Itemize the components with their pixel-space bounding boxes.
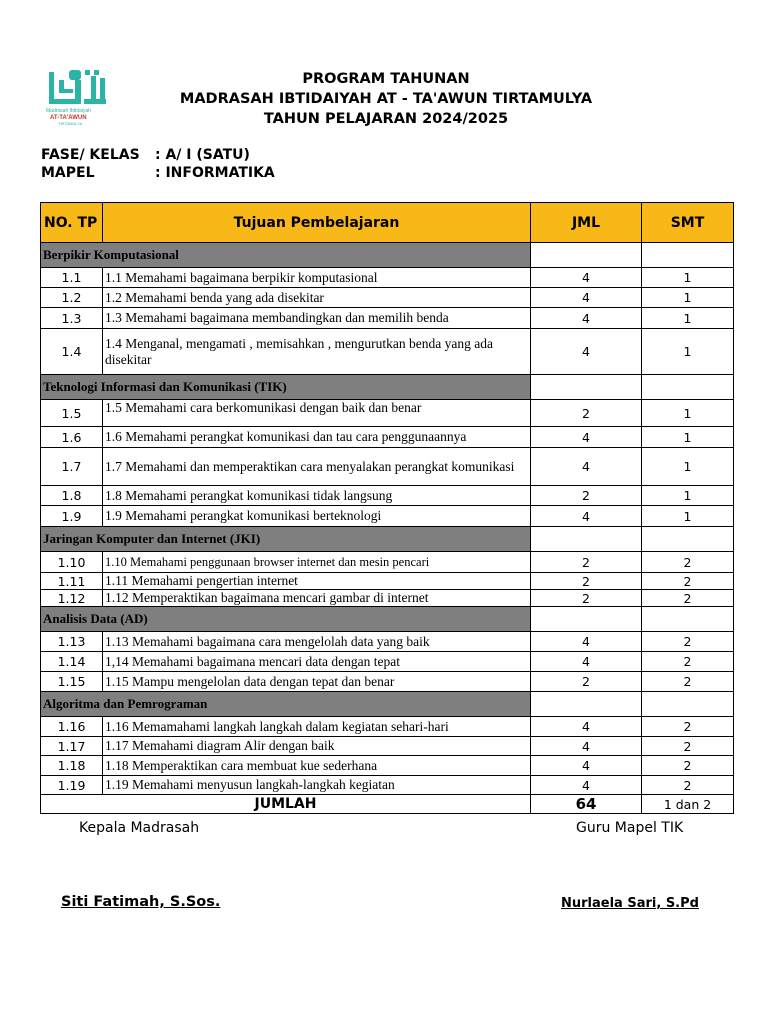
row-no: 1.9 (41, 506, 103, 527)
row-smt: 2 (642, 632, 734, 652)
row-smt: 2 (642, 590, 734, 607)
row-no: 1.8 (41, 486, 103, 506)
row-no: 1.5 (41, 400, 103, 427)
row-jml: 2 (531, 400, 642, 427)
row-no: 1.7 (41, 448, 103, 486)
row-jml: 4 (531, 776, 642, 795)
row-smt: 2 (642, 737, 734, 756)
row-no: 1.13 (41, 632, 103, 652)
row-smt: 2 (642, 756, 734, 776)
mapel-value: : INFORMATIKA (155, 165, 275, 181)
row-smt: 2 (642, 573, 734, 590)
row-smt: 1 (642, 329, 734, 375)
principal-name: Siti Fatimah, S.Sos. (61, 894, 221, 910)
total-jml: 64 (531, 795, 642, 814)
row-smt: 1 (642, 427, 734, 448)
row-no: 1.18 (41, 756, 103, 776)
row-jml: 2 (531, 590, 642, 607)
table-row (41, 672, 734, 692)
row-no: 1.15 (41, 672, 103, 692)
row-smt: 1 (642, 400, 734, 427)
header-no-tp: NO. TP (41, 203, 103, 243)
row-smt: 2 (642, 717, 734, 737)
table-row (41, 652, 734, 672)
category-label: Jaringan Komputer dan Internet (JKI) (41, 527, 531, 552)
table-row (41, 590, 734, 607)
info-fase-kelas (41, 146, 250, 164)
info-mapel (41, 164, 275, 182)
row-smt: 2 (642, 672, 734, 692)
table-row (41, 400, 734, 427)
row-desc: 1,14 Memahami bagaimana mencari data dengan tepat (103, 652, 531, 672)
total-label: JUMLAH (41, 795, 531, 814)
svg-text:TIRTAMULYA: TIRTAMULYA (58, 121, 83, 126)
row-smt: 1 (642, 506, 734, 527)
table-row (41, 268, 734, 288)
row-desc: 1.17 Memahami diagram Alir dengan baik (103, 737, 531, 756)
row-jml: 2 (531, 552, 642, 573)
learning-objectives-table (40, 202, 734, 814)
table-row (41, 308, 734, 329)
row-no: 1.1 (41, 268, 103, 288)
table-row (41, 737, 734, 756)
table-row (41, 717, 734, 737)
header-tujuan: Tujuan Pembelajaran (103, 203, 531, 243)
row-desc: 1.2 Memahami benda yang ada disekitar (103, 288, 531, 308)
table-row (41, 329, 734, 375)
document-title: PROGRAM TAHUNAN (302, 71, 470, 87)
category-row (41, 243, 734, 268)
row-jml: 4 (531, 756, 642, 776)
row-desc: 1.7 Memahami dan memperaktikan cara menyalakan perangkat komunikasi (103, 448, 531, 486)
row-desc: 1.19 Memahami menyusun langkah-langkah kegiatan (103, 776, 531, 795)
row-no: 1.4 (41, 329, 103, 375)
row-jml: 4 (531, 288, 642, 308)
svg-text:Madrasah Ibtidaiyah: Madrasah Ibtidaiyah (46, 108, 92, 114)
document-header (0, 69, 768, 129)
row-jml: 4 (531, 308, 642, 329)
table-row (41, 552, 734, 573)
row-jml: 2 (531, 573, 642, 590)
category-row (41, 375, 734, 400)
table-row (41, 427, 734, 448)
table-row (41, 573, 734, 590)
category-row (41, 692, 734, 717)
row-desc: 1.3 Memahami bagaimana membandingkan dan memilih benda (103, 308, 531, 329)
category-label: Algoritma dan Pemrograman (41, 692, 531, 717)
table-row (41, 288, 734, 308)
row-smt: 2 (642, 776, 734, 795)
row-no: 1.19 (41, 776, 103, 795)
row-smt: 1 (642, 288, 734, 308)
total-smt: 1 dan 2 (642, 795, 734, 814)
header-smt: SMT (642, 203, 734, 243)
row-jml: 4 (531, 427, 642, 448)
header-jml: JML (531, 203, 642, 243)
row-desc: 1.6 Memahami perangkat komunikasi dan tau cara penggunaannya (103, 427, 531, 448)
row-smt: 2 (642, 552, 734, 573)
table-row (41, 756, 734, 776)
row-no: 1.14 (41, 652, 103, 672)
row-desc: 1.15 Mampu mengelolan data dengan tepat dan benar (103, 672, 531, 692)
table-row (41, 632, 734, 652)
teacher-name: Nurlaela Sari, S.Pd (561, 896, 699, 911)
row-smt: 1 (642, 268, 734, 288)
row-jml: 4 (531, 717, 642, 737)
total-row (41, 795, 734, 814)
fase-label: FASE/ KELAS (41, 147, 140, 163)
row-no: 1.11 (41, 573, 103, 590)
row-desc: 1.8 Memahami perangkat komunikasi tidak langsung (103, 486, 531, 506)
row-smt: 1 (642, 486, 734, 506)
table-row (41, 486, 734, 506)
table-header-row (41, 203, 734, 243)
row-jml: 4 (531, 329, 642, 375)
row-no: 1.6 (41, 427, 103, 448)
row-jml: 2 (531, 672, 642, 692)
row-jml: 4 (531, 652, 642, 672)
row-jml: 4 (531, 268, 642, 288)
row-desc: 1.9 Memahami perangkat komunikasi berteknologi (103, 506, 531, 527)
row-desc: 1.5 Memahami cara berkomunikasi dengan baik dan benar (103, 400, 531, 427)
teacher-title: Guru Mapel TIK (576, 820, 684, 836)
row-no: 1.12 (41, 590, 103, 607)
row-desc: 1.12 Memperaktikan bagaimana mencari gambar di internet (103, 590, 531, 607)
row-desc: 1.16 Memamahami langkah langkah dalam kegiatan sehari-hari (103, 717, 531, 737)
category-label: Berpikir Komputasional (41, 243, 531, 268)
table-row (41, 448, 734, 486)
category-row (41, 607, 734, 632)
row-smt: 1 (642, 448, 734, 486)
table-row (41, 776, 734, 795)
academic-year: TAHUN PELAJARAN 2024/2025 (263, 111, 509, 127)
row-no: 1.10 (41, 552, 103, 573)
school-name: MADRASAH IBTIDAIYAH AT - TA'AWUN TIRTAMULYA (179, 91, 593, 107)
row-smt: 2 (642, 652, 734, 672)
row-desc: 1.4 Menganal, mengamati , memisahkan , mengurutkan benda yang ada disekitar (103, 329, 531, 375)
row-desc: 1.1 Memahami bagaimana berpikir komputasional (103, 268, 531, 288)
fase-value: : A/ I (SATU) (155, 147, 250, 163)
category-label: Teknologi Informasi dan Komunikasi (TIK) (41, 375, 531, 400)
table-row (41, 506, 734, 527)
svg-text:AT-TA'AWUN: AT-TA'AWUN (50, 115, 87, 121)
row-jml: 2 (531, 486, 642, 506)
principal-title: Kepala Madrasah (79, 820, 200, 836)
row-desc: 1.10 Memahami penggunaan browser internet dan mesin pencari (103, 552, 531, 573)
row-no: 1.3 (41, 308, 103, 329)
category-label: Analisis Data (AD) (41, 607, 531, 632)
row-desc: 1.11 Memahami pengertian internet (103, 573, 531, 590)
row-no: 1.2 (41, 288, 103, 308)
row-jml: 4 (531, 506, 642, 527)
category-row (41, 527, 734, 552)
row-desc: 1.13 Memahami bagaimana cara mengelolah data yang baik (103, 632, 531, 652)
mapel-label: MAPEL (41, 165, 95, 181)
row-desc: 1.18 Memperaktikan cara membuat kue sederhana (103, 756, 531, 776)
row-jml: 4 (531, 737, 642, 756)
row-no: 1.17 (41, 737, 103, 756)
row-no: 1.16 (41, 717, 103, 737)
row-jml: 4 (531, 448, 642, 486)
row-jml: 4 (531, 632, 642, 652)
row-smt: 1 (642, 308, 734, 329)
